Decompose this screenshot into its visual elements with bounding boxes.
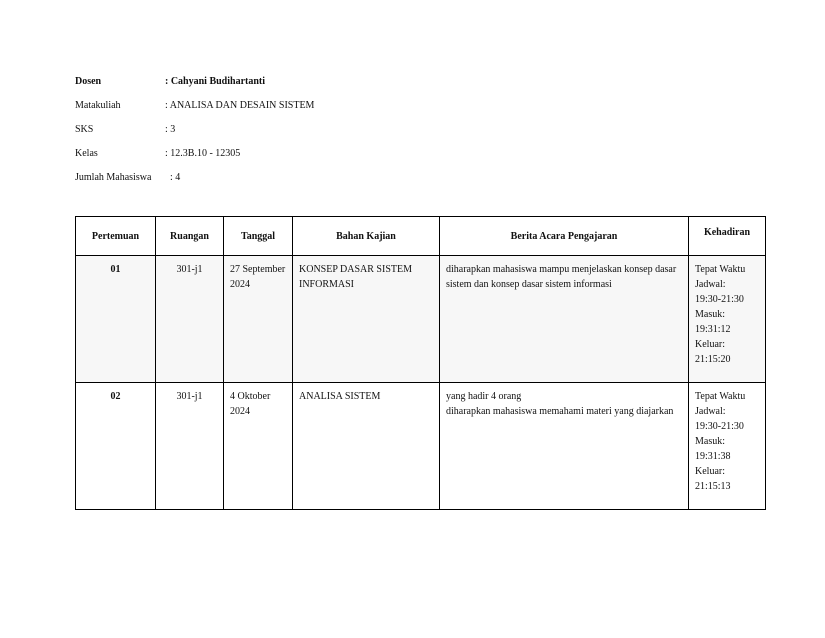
class-label: Kelas (75, 148, 98, 159)
table-header-row (76, 217, 766, 256)
table-row (76, 383, 766, 510)
meeting-cell: 02 (76, 383, 156, 510)
report-line: diharapkan mahasiswa memahami materi yang diajarkan (446, 406, 674, 417)
check-in-label: Masuk: (695, 436, 725, 447)
header-meeting: Pertemuan (76, 217, 156, 256)
credits-label: SKS (75, 124, 94, 135)
attendance-cell (689, 383, 766, 510)
attendance-status: Tepat Waktu (695, 264, 746, 275)
meeting-cell: 01 (76, 256, 156, 383)
check-in-value: 19:31:38 (695, 451, 731, 462)
schedule-value: 19:30-21:30 (695, 294, 744, 305)
table-row (76, 256, 766, 383)
check-out-label: Keluar: (695, 339, 725, 350)
attendance-table (75, 216, 766, 510)
date-cell: 4 Oktober 2024 (224, 383, 293, 510)
attendance-cell (689, 256, 766, 383)
students-value: : 4 (170, 172, 181, 183)
topic-cell: KONSEP DASAR SISTEM INFORMASI (293, 256, 440, 383)
topic-cell: ANALISA SISTEM (293, 383, 440, 510)
students-label: Jumlah Mahasiswa (75, 172, 152, 183)
check-in-value: 19:31:12 (695, 324, 731, 335)
schedule-label: Jadwal: (695, 279, 726, 290)
room-cell: 301-j1 (156, 256, 224, 383)
check-in-label: Masuk: (695, 309, 725, 320)
report-cell (440, 256, 689, 383)
report-line: diharapkan mahasiswa mampu menjelaskan konsep dasar sistem dan konsep dasar sistem informasi (446, 264, 677, 290)
course-label: Matakuliah (75, 100, 121, 111)
report-line: yang hadir 4 orang (446, 391, 522, 402)
header-topic: Bahan Kajian (293, 217, 440, 256)
schedule-label: Jadwal: (695, 406, 726, 417)
check-out-label: Keluar: (695, 466, 725, 477)
header-report: Berita Acara Pengajaran (440, 217, 689, 256)
lecturer-label: Dosen (75, 76, 102, 87)
class-value: : 12.3B.10 - 12305 (165, 148, 241, 159)
header-date: Tanggal (224, 217, 293, 256)
course-value: : ANALISA DAN DESAIN SISTEM (165, 100, 315, 111)
header-attendance: Kehadiran (689, 217, 766, 256)
room-cell: 301-j1 (156, 383, 224, 510)
report-cell (440, 383, 689, 510)
schedule-value: 19:30-21:30 (695, 421, 744, 432)
header-room: Ruangan (156, 217, 224, 256)
check-out-value: 21:15:13 (695, 481, 731, 492)
date-cell: 27 September 2024 (224, 256, 293, 383)
lecturer-value: : Cahyani Budihartanti (165, 76, 266, 87)
attendance-status: Tepat Waktu (695, 391, 746, 402)
check-out-value: 21:15:20 (695, 354, 731, 365)
credits-value: : 3 (165, 124, 176, 135)
